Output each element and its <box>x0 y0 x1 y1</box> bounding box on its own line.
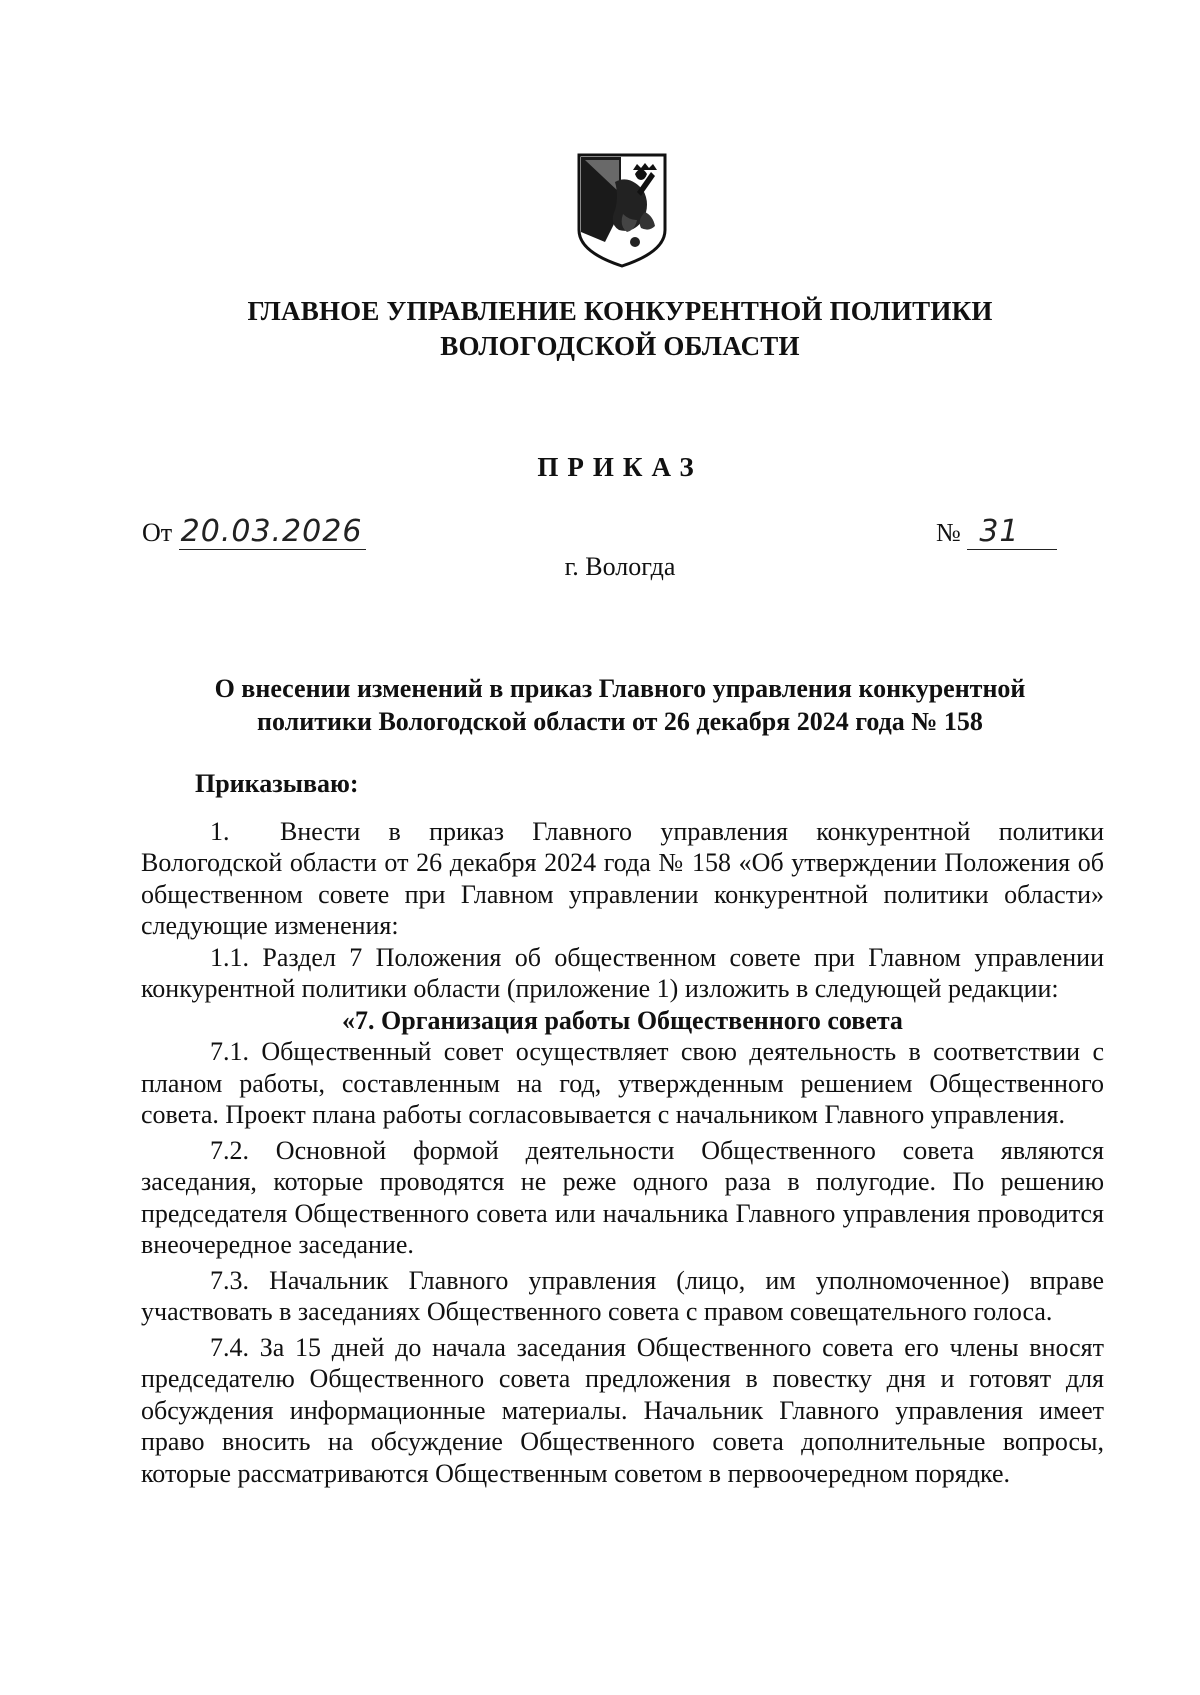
organization-title <box>0 294 1200 364</box>
item-1 <box>141 816 1104 942</box>
date-line <box>142 514 366 549</box>
item-1-1: 1.1. Раздел 7 Положения об общественном совете при Главном управлении конкурентной политики области (приложение 1) изложить в следующей редакции: <box>141 942 1104 1003</box>
document-body <box>141 768 1104 1489</box>
handwritten-date: 20.03.2026 <box>179 514 367 550</box>
number-prefix: № <box>936 518 961 547</box>
subject-line2: политики Вологодской области от 26 декабря 2024 года № 158 <box>257 707 983 736</box>
document-type: ПРИКАЗ <box>537 452 703 482</box>
subject-line1: О внесении изменений в приказ Главного управления конкурентной <box>214 674 1026 703</box>
item-1-text: Внести в приказ Главного управления конкурентной политики Вологодской области от 26 декабря 2024 года № 158 «Об утверждении Положения об общественном совете при Главном управлении конкурентной политики области» следующие изменения: <box>141 816 1104 940</box>
number-line <box>936 514 1057 550</box>
document-subject <box>0 672 1200 738</box>
handwritten-number: 31 <box>967 514 1057 550</box>
organization-title-line1: ГЛАВНОЕ УПРАВЛЕНИЕ КОНКУРЕНТНОЙ ПОЛИТИКИ <box>247 296 993 326</box>
paragraph-7-1: 7.1. Общественный совет осуществляет свою деятельность в соответствии с планом работы, составленным на год, утвержденным решением Общественного совета. Проект плана работы согласовывается с начальником Главного управления. <box>141 1037 1104 1129</box>
paragraph-7-3: 7.3. Начальник Главного управления (лицо, им уполномоченное) вправе участвовать в заседаниях Общественного совета с правом совещательного голоса. <box>141 1265 1104 1326</box>
item-1-marker: 1. <box>210 816 230 846</box>
organization-title-line2: ВОЛОГОДСКОЙ ОБЛАСТИ <box>440 331 800 361</box>
section-title: «7. Организация работы Общественного совета <box>342 1005 903 1035</box>
city: г. Вологда <box>564 552 676 581</box>
date-prefix: От <box>142 518 173 547</box>
orders-word: Приказываю: <box>195 769 359 798</box>
vologda-coat-of-arms-icon <box>575 152 669 270</box>
paragraph-7-2: 7.2. Основной формой деятельности Общественного совета являются заседания, которые проводятся не реже одного раза в полугодие. По решению председателя Общественного совета или начальника Главного управления проводится внеочередное заседание. <box>141 1135 1104 1259</box>
paragraph-7-4: 7.4. За 15 дней до начала заседания Общественного совета его члены вносят председателю Общественного совета предложения в повестку дня и готовят для обсуждения информационные материалы. Начальник Главного управления имеет право вносить на обсуждение Общественного совета дополнительные вопросы, которые рассматриваются Общественным советом в первоочередном порядке. <box>141 1332 1104 1488</box>
